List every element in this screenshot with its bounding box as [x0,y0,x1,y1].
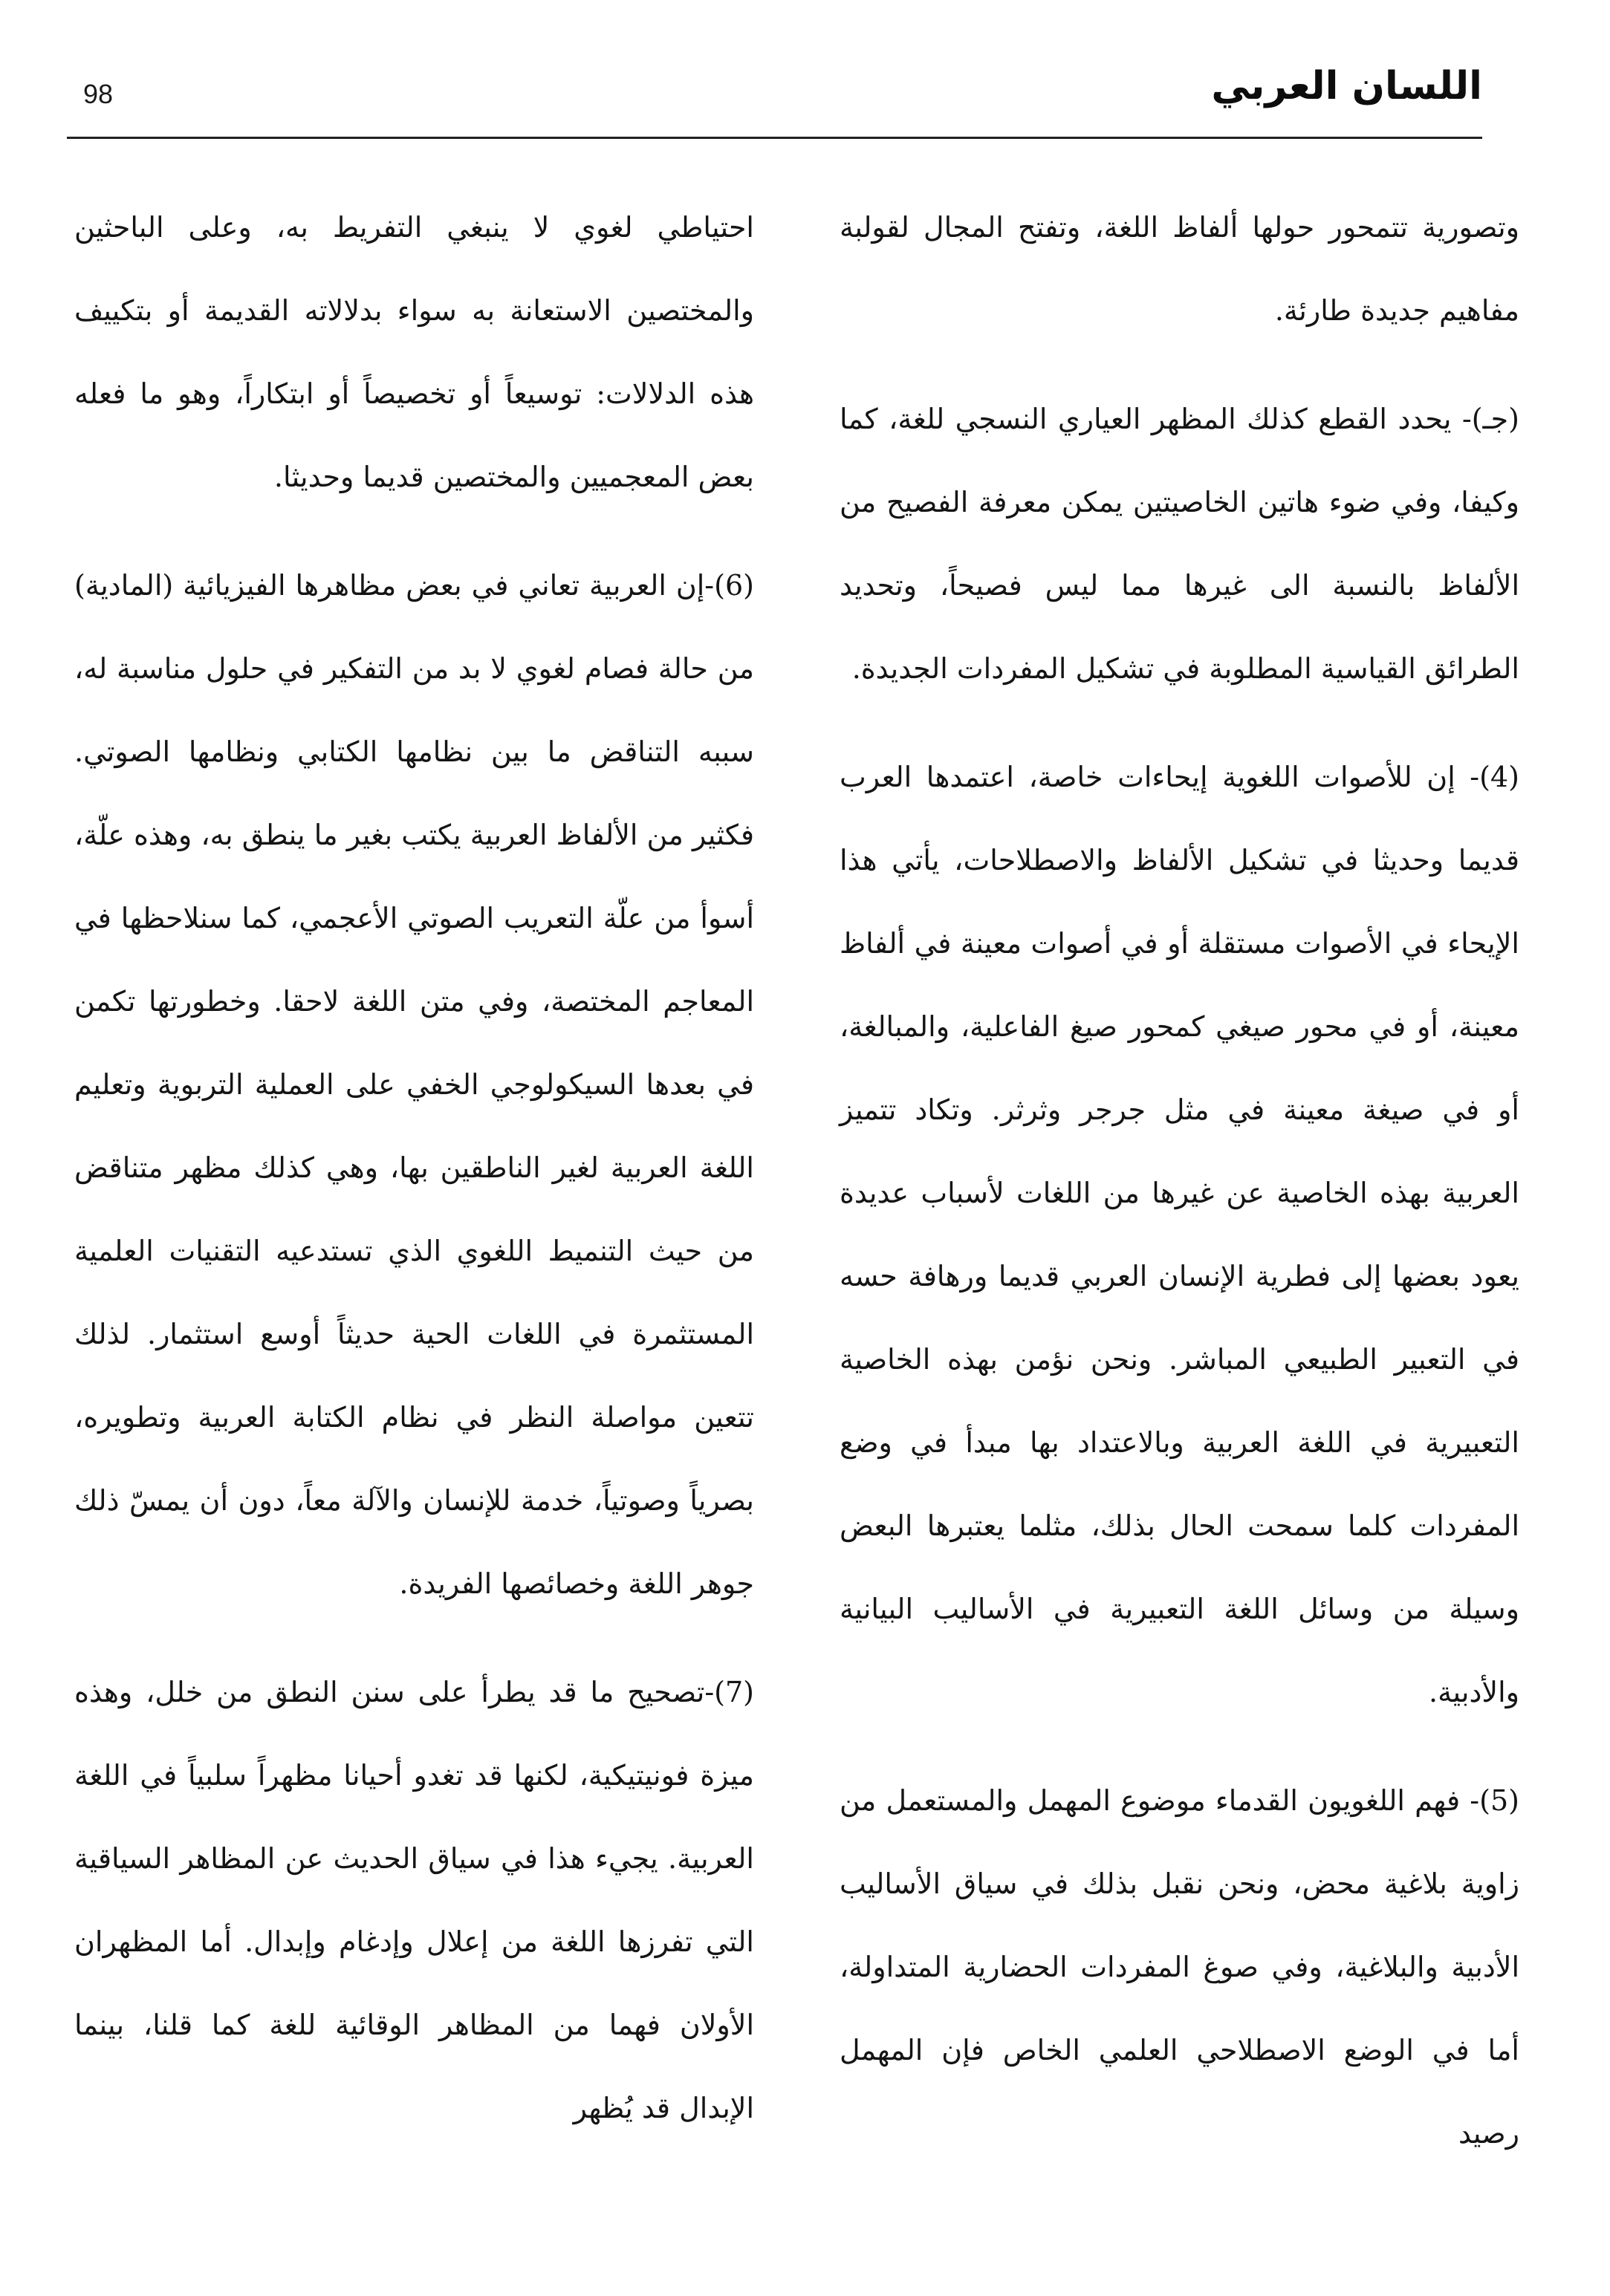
paragraph: (7)-تصحيح ما قد يطرأ على سنن النطق من خلل، وهذه ميزة فونيتيكية، لكنها قد تغدو أحيانا مظهراً سلبياً في اللغة العربية. يجيء هذا في سياق الحديث عن المظاهر السياقية التي تفرزها اللغة من إعلال وإدغام وإبدال. أما المظهران الأولان فهما من المظاهر الوقائية للغة كما قلنا، بينما الإبدال قد يُظهر [74,1676,754,2124]
page-number: 98 [83,79,114,109]
paragraph: (5)- فهم اللغويون القدماء موضوع المهمل والمستعمل من زاوية بلاغية محض، ونحن نقبل بذلك في سياق الأساليب الأدبية والبلاغية، وفي صوغ المفردات الحضارية المتداولة، أما في الوضع الاصطلاحي العلمي الخاص فإن المهمل رصيد [840,1784,1519,2150]
paragraph: (جـ)- يحدد القطع كذلك المظهر العياري النسجي للغة، كما وكيفا، وفي ضوء هاتين الخاصيتين يمكن معرفة الفصيح من الألفاظ بالنسبة الى غيرها مما ليس فصيحاً، وتحديد الطرائق القياسية المطلوبة في تشكيل المفردات الجديدة. [840,403,1519,685]
left-column [74,186,754,2175]
paragraph: احتياطي لغوي لا ينبغي التفريط به، وعلى الباحثين والمختصين الاستعانة به سواء بدلالاته القديمة أو بتكييف هذه الدلالات: توسيعاً أو تخصيصاً أو ابتكاراً، وهو ما فعله بعض المعجميين والمختصين قديما وحديثا. [74,211,754,493]
paragraph: وتصورية تتمحور حولها ألفاظ اللغة، وتفتح المجال لقولبة مفاهيم جديدة طارئة. [840,211,1519,327]
paragraph: (6)-إن العربية تعاني في بعض مظاهرها الفيزيائية (المادية) من حالة فصام لغوي لا بد من التفكير في حلول مناسبة له، سببه التناقض ما بين نظامها الكتابي ونظامها الصوتي. فكثير من الألفاظ العربية يكتب بغير ما ينطق به، وهذه علّة، أسوأ من علّة التعريب الصوتي الأعجمي، كما سنلاحظها في المعاجم المختصة، وفي متن اللغة لاحقا. وخطورتها تكمن في بعدها السيكولوجي الخفي على العملية التربوية وتعليم اللغة العربية لغير الناطقين بها، وهي كذلك مظهر متناقض من حيث التنميط اللغوي الذي تستدعيه التقنيات العلمية المستثمرة في اللغات الحية حديثاً أوسع استثمار. لذلك تتعين مواصلة النظر في نظام الكتابة العربية وتطويره، بصرياً وصوتياً، خدمة للإنسان والآلة معاً، دون أن يمسّ ذلك جوهر اللغة وخصائصها الفريدة. [74,569,754,1600]
right-column [840,186,1519,2200]
header-divider [67,137,1482,139]
paragraph: (4)- إن للأصوات اللغوية إيحاءات خاصة، اعتمدها العرب قديما وحديثا في تشكيل الألفاظ والاصطلاحات، يأتي هذا الإيحاء في الأصوات مستقلة أو في أصوات معينة في ألفاظ معينة، أو في محور صيغي كمحور صيغ الفاعلية، والمبالغة، أو في صيغة معينة في مثل جرجر وثرثر. وتكاد تتميز العربية بهذه الخاصية عن غيرها من اللغات لأسباب عديدة يعود بعضها إلى فطرية الإنسان العربي قديما ورهافة حسه في التعبير الطبيعي المباشر. ونحن نؤمن بهذه الخاصية التعبيرية في اللغة العربية وبالاعتداد بها مبدأ في وضع المفردات كلما سمحت الحال بذلك، مثلما يعتبرها البعض وسيلة من وسائل اللغة التعبيرية في الأساليب البيانية والأدبية. [840,761,1519,1708]
page-header [67,59,1482,141]
journal-title: اللسان العربي [1211,64,1482,108]
